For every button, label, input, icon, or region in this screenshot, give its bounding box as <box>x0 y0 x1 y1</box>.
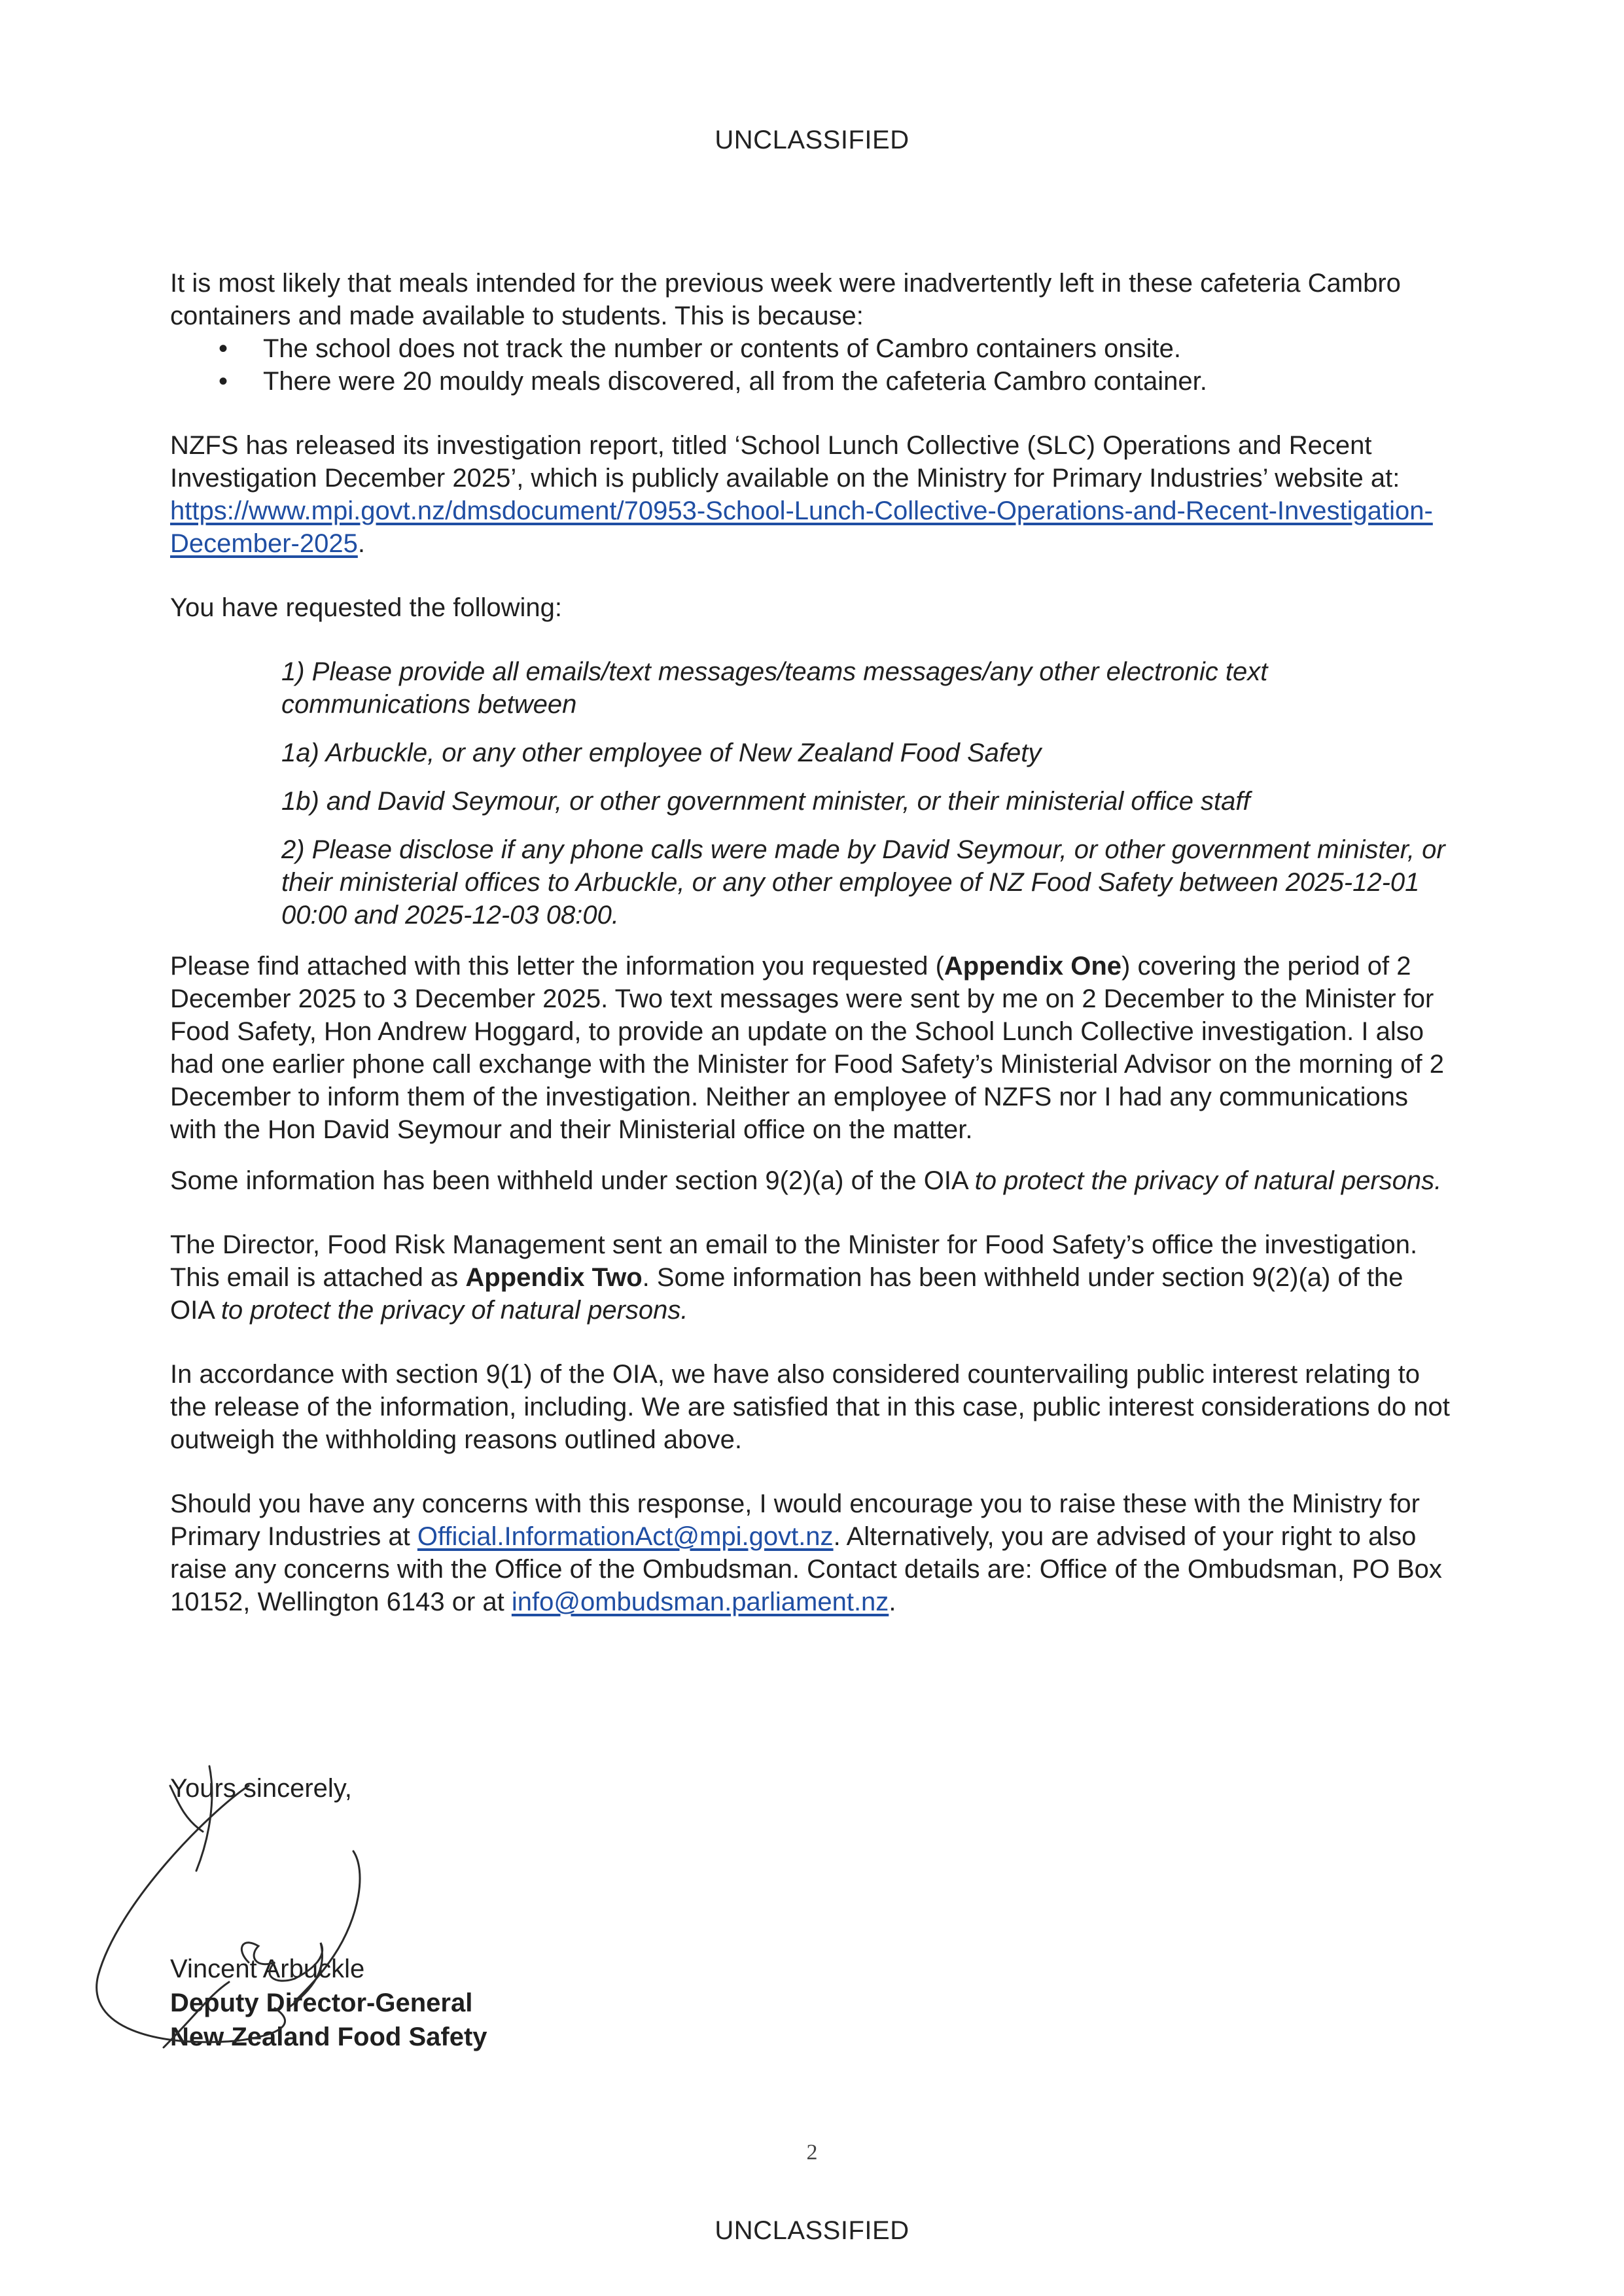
concerns-end: . <box>889 1588 896 1616</box>
paragraph-appendix-two <box>170 1228 1453 1327</box>
handwritten-signature-icon <box>79 1760 419 2061</box>
footer-classification: UNCLASSIFIED <box>715 2216 909 2245</box>
concerns-text: Should you have any concerns with this response, I would encourage you to raise these with the Ministry for Primary Industries at <box>170 1489 1420 1551</box>
paragraph-appendix-one <box>170 950 1453 1146</box>
request-item-2: 2) Please disclose if any phone calls were made by David Seymour, or other government minister, or their ministerial offices to Arbuckle, or any other employee of NZ Food Safety between 2025-12-01 00:00 and 2025-12-03 08:00. <box>281 835 1445 930</box>
withheld-text: Some information has been withheld under section 9(2)(a) of the OIA <box>170 1166 975 1195</box>
paragraph-withheld <box>170 1164 1453 1197</box>
paragraph-requested: You have requested the following: <box>170 593 562 622</box>
appendix-two-reason: to protect the privacy of natural persons. <box>221 1296 688 1325</box>
list-item: • There were 20 mouldy meals discovered, all from the cafeteria Cambro container. <box>170 365 1453 398</box>
page-number: 2 <box>806 2140 818 2165</box>
signatory-title: Deputy Director-General <box>170 1989 473 2017</box>
request-item-1b: 1b) and David Seymour, or other government minister, or their ministerial office staff <box>281 787 1250 816</box>
ombudsman-email-link[interactable]: info@ombudsman.parliament.nz <box>511 1588 889 1616</box>
appendix-two-label: Appendix Two <box>465 1263 643 1292</box>
closing-salutation: Yours sincerely, <box>170 1774 352 1803</box>
list-item: • The school does not track the number or contents of Cambro containers onsite. <box>170 332 1453 365</box>
report-link[interactable]: https://www.mpi.govt.nz/dmsdocument/70953-School-Lunch-Collective-Operations-and-Recent-Investigation-December-2025 <box>170 496 1433 558</box>
oia-email-link[interactable]: Official.InformationAct@mpi.govt.nz <box>417 1522 834 1551</box>
report-end: . <box>357 529 365 558</box>
appendix-one-rest: ) covering the period of 2 December 2025 to 3 December 2025. Two text messages were sent by me on 2 December to the Minister for Food Safety, Hon Andrew Hoggard, to provide an update on the School Lunch Collective investigation. I also had one earlier phone call exchange with the Minister for Food Safety’s Ministerial Advisor on the morning of 2 December to inform them of the investigation. Neither an employee of NZFS nor I had any communications with the Hon David Seymour and their Ministerial office on the matter. <box>170 952 1444 1144</box>
request-item-1: 1) Please provide all emails/text messages/teams messages/any other electronic text communications between <box>281 657 1268 719</box>
report-text: NZFS has released its investigation report, titled ‘School Lunch Collective (SLC) Operations and Recent Investigation December 2025’, which is publicly available on the Ministry for Primary Industries’ website at: <box>170 431 1400 493</box>
signatory-name: Vincent Arbuckle <box>170 1955 365 1983</box>
withheld-reason: to protect the privacy of natural persons. <box>974 1166 1442 1195</box>
signatory-organisation: New Zealand Food Safety <box>170 2023 487 2051</box>
header-classification: UNCLASSIFIED <box>715 126 909 154</box>
paragraph-cause: It is most likely that meals intended for the previous week were inadvertently left in these cafeteria Cambro containers and made available to students. This is because: <box>170 269 1401 330</box>
cause-list <box>170 332 1453 398</box>
paragraph-report <box>170 429 1453 560</box>
request-item-1a: 1a) Arbuckle, or any other employee of New Zealand Food Safety <box>281 739 1042 767</box>
appendix-one-label: Appendix One <box>944 952 1122 981</box>
concerns-mid: . Alternatively, you are advised of your right to also raise any concerns with the Office of the Ombudsman. Contact details are: Office of the Ombudsman, PO Box 10152, Wellington 6143 or at <box>170 1522 1442 1616</box>
appendix-two-mid: . Some information has been withheld under section 9(2)(a) of the OIA <box>170 1263 1403 1325</box>
paragraph-concerns <box>170 1487 1453 1618</box>
paragraph-public-interest: In accordance with section 9(1) of the OIA, we have also considered countervailing public interest relating to the release of the information, including. We are satisfied that in this case, public interest considerations do not outweigh the withholding reasons outlined above. <box>170 1360 1450 1454</box>
appendix-two-text: The Director, Food Risk Management sent an email to the Minister for Food Safety’s office the investigation. This email is attached as <box>170 1230 1418 1292</box>
appendix-one-text: Please find attached with this letter the information you requested ( <box>170 952 944 981</box>
letter-body <box>170 267 1453 1618</box>
